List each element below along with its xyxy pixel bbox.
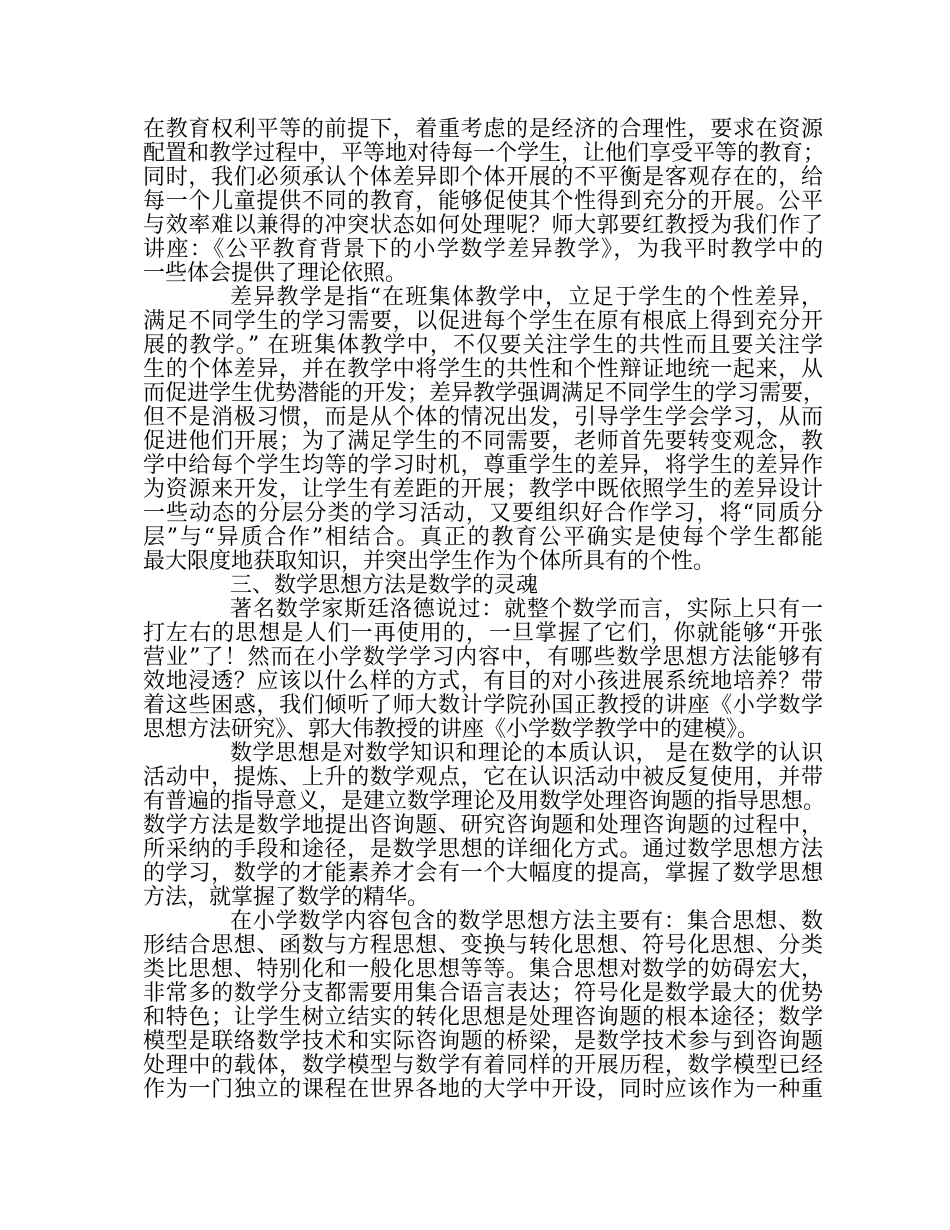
text-line: 数学思想是对数学知识和理论的本质认识， 是在数学的认识 xyxy=(230,741,823,766)
text-line: 而促进学生优势潜能的开发；差异教学强调满足不同学生的学习需要， xyxy=(143,381,826,406)
text-line: 方法，就掌握了数学的精华。 xyxy=(143,885,430,910)
text-line: 打左右的思想是人们一再使用的，一旦掌握了它们，你就能够“开张 xyxy=(143,621,823,646)
text-line: 营业”了！然而在小学数学学习内容中，有哪些数学思想方法能够有 xyxy=(143,645,823,670)
text-line: 一些体会提供了理论依照。 xyxy=(143,261,408,286)
text-line: 模型是联络数学技术和实际咨询题的桥梁，是数学技术参与到咨询题 xyxy=(143,1029,823,1054)
text-line: 非常多的数学分支都需要用集合语言表达；符号化是数学最大的优势 xyxy=(143,981,823,1006)
text-line: 的学习，数学的才能素养才会有一个大幅度的提高，掌握了数学思想 xyxy=(143,861,823,886)
text-line: 形结合思想、函数与方程思想、变换与转化思想、符号化思想、分类 xyxy=(143,933,823,958)
text-line: 有普遍的指导意义，是建立数学理论及用数学处理咨询题的指导思想。 xyxy=(143,789,826,814)
text-line: 层”与“异质合作”相结合。真正的教育公平确实是使每个学生都能 xyxy=(143,525,823,550)
text-line: 讲座：《公平教育背景下的小学数学差异教学》，为我平时教学中的 xyxy=(143,237,823,262)
text-line: 一些动态的分层分类的学习活动，又要组织好合作学习，将“同质分 xyxy=(143,501,823,526)
text-line: 所采纳的手段和途径，是数学思想的详细化方式。通过数学思想方法 xyxy=(143,837,823,862)
text-line: 和特色；让学生树立结实的转化思想是处理咨询题的根本途径；数学 xyxy=(143,1005,823,1030)
text-line: 在教育权利平等的前提下，着重考虑的是经济的合理性，要求在资源 xyxy=(143,117,823,142)
text-line: 同时，我们必须承认个体差异即个体开展的不平衡是客观存在的，给 xyxy=(143,165,823,190)
text-line: 配置和教学过程中，平等地对待每一个学生，让他们享受平等的教育； xyxy=(143,141,826,166)
text-line: 着这些困惑，我们倾听了师大数计学院孙国正教授的讲座《小学数学 xyxy=(143,693,823,718)
text-line: 活动中，提炼、上升的数学观点，它在认识活动中被反复使用，并带 xyxy=(143,765,823,790)
text-line: 在小学数学内容包含的数学思想方法主要有：集合思想、数 xyxy=(230,909,823,934)
text-line: 数学方法是数学地提出咨询题、研究咨询题和处理咨询题的过程中， xyxy=(143,813,823,838)
text-line: 展的教学。” 在班集体教学中，不仅要关注学生的共性而且要关注学 xyxy=(143,333,823,358)
body-text xyxy=(143,117,826,1102)
text-line: 作为一门独立的课程在世界各地的大学中开设，同时应该作为一种重 xyxy=(143,1077,823,1102)
text-line: 但不是消极习惯，而是从个体的情况出发，引导学生学会学习，从而 xyxy=(143,405,823,430)
text-line: 最大限度地获取知识，并突出学生作为个体所具有的个性。 xyxy=(143,549,716,574)
text-line: 为资源来开发，让学生有差距的开展；教学中既依照学生的差异设计 xyxy=(143,477,823,502)
text-line: 满足不同学生的学习需要，以促进每个学生在原有根底上得到充分开 xyxy=(143,309,823,334)
text-line: 每一个儿童提供不同的教育，能够促使其个性得到充分的开展。公平 xyxy=(143,189,823,214)
text-line: 三、数学思想方法是数学的灵魂 xyxy=(230,573,539,598)
text-line: 处理中的载体，数学模型与数学有着同样的开展历程，数学模型已经 xyxy=(143,1053,823,1078)
text-line: 类比思想、特别化和一般化思想等等。集合思想对数学的妨碍宏大， xyxy=(143,957,823,982)
text-line: 思想方法研究》、郭大伟教授的讲座《小学数学教学中的建模》。 xyxy=(143,717,760,742)
text-line: 促进他们开展；为了满足学生的不同需要，老师首先要转变观念，教 xyxy=(143,429,823,454)
text-line: 与效率难以兼得的冲突状态如何处理呢？师大郭要红教授为我们作了 xyxy=(143,213,823,238)
text-line: 学中给每个学生均等的学习时机，尊重学生的差异，将学生的差异作 xyxy=(143,453,823,478)
text-line: 差异教学是指“在班集体教学中，立足于学生的个性差异， xyxy=(230,285,823,310)
text-line: 著名数学家斯廷洛德说过：就整个数学而言，实际上只有一 xyxy=(230,597,823,622)
text-line: 生的个体差异，并在教学中将学生的共性和个性辩证地统一起来，从 xyxy=(143,357,823,382)
text-line: 效地浸透？应该以什么样的方式，有目的对小孩进展系统地培养？带 xyxy=(143,669,823,694)
